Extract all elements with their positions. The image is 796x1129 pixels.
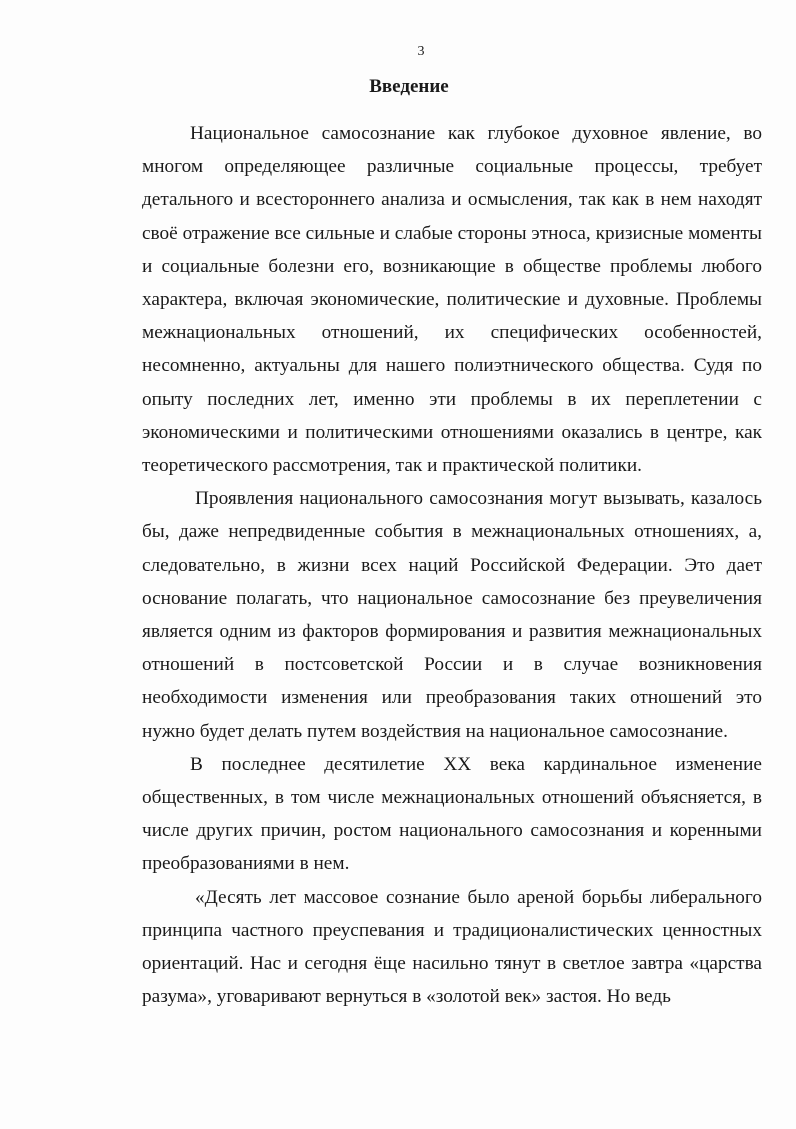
page-number: 3 — [417, 44, 425, 59]
paragraph-1: Национальное самосознание как глубокое духовное явление, во многом определяющее различные социальные процессы, требует детального и всестороннего анализа и осмысления, так как в нем находят своё отражение все сильные и слабые стороны этноса, кризисные моменты и социальные болезни его, возникающие в обществе проблемы любого характера, включая экономические, политические и духовные. Проблемы межнациональных отношений, их специфических особенностей, несомненно, актуальны для нашего полиэтнического общества. Судя по опыту последних лет, именно эти проблемы в их переплетении с экономическими и политическими отношениями оказались в центре, как теоретического рассмотрения, так и практической политики. — [142, 123, 762, 477]
body-text — [142, 117, 762, 1013]
paragraph-3: В последнее десятилетие XX века кардинальное изменение общественных, в том числе межнациональных отношений объясняется, в числе других причин, ростом национального самосознания и коренными преобразованиями в нем. — [142, 753, 762, 875]
page-title: Введение — [369, 76, 449, 97]
paragraph-2: Проявления национального самосознания могут вызывать, казалось бы, даже непредвиденные события в межнациональных отношениях, а, следовательно, в жизни всех наций Российской Федерации. Это дает основание полагать, что национальное самосознание без преувеличения является одним из факторов формирования и развития межнациональных отношений в постсоветской России и в случае возникновения необходимости изменения или преобразования таких отношений это нужно будет делать путем воздействия на национальное самосознание. — [142, 488, 762, 742]
paragraph-4: «Десять лет массовое сознание было ареной борьбы либерального принципа частного преуспевания и традиционалистических ценностных ориентаций. Нас и сегодня ёще насильно тянут в светлое завтра «царства разума», уговаривают вернуться в «золотой век» застоя. Но ведь — [142, 886, 762, 1008]
